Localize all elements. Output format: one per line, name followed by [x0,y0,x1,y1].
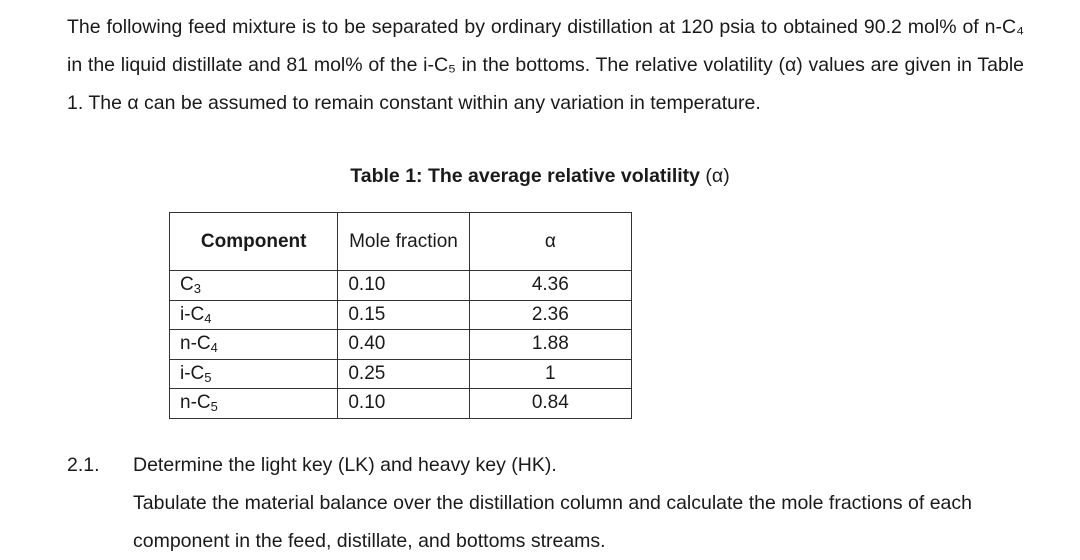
cell-mole-fraction: 0.10 [338,389,469,419]
cell-mole-fraction: 0.15 [338,300,469,330]
cell-alpha: 0.84 [469,389,631,419]
cell-mole-fraction: 0.40 [338,330,469,360]
cell-alpha: 4.36 [469,271,631,301]
table-header-row [170,213,632,271]
header-component: Component [170,213,338,271]
question-number: 2.1. [67,454,100,476]
table-caption-symbol: (α) [700,165,730,187]
question-line-2: Tabulate the material balance over the distillation column and calculate the mole fractions of each component in the feed, distillate, and bottoms streams. [133,492,972,552]
table-row [170,330,632,360]
cell-alpha: 1 [469,359,631,389]
cell-component: $i-C_4$ [170,300,338,330]
cell-alpha: 2.36 [469,300,631,330]
question-line-1: Determine the light key (LK) and heavy key (HK). [133,454,557,476]
table-row [170,389,632,419]
cell-component: $C_3$ [170,271,338,301]
cell-component: $n-C_4$ [170,330,338,360]
cell-mole-fraction: 0.10 [338,271,469,301]
cell-alpha: 1.88 [469,330,631,360]
table-caption [0,162,1080,190]
table-row [170,359,632,389]
cell-component: $i-C_5$ [170,359,338,389]
volatility-table [169,212,632,419]
question-2-1 [67,446,1027,560]
table-row [170,271,632,301]
cell-component: $n-C_5$ [170,389,338,419]
cell-mole-fraction: 0.25 [338,359,469,389]
table-row [170,300,632,330]
header-mole-fraction: Mole fraction [338,213,469,271]
header-alpha: α [469,213,631,271]
intro-paragraph: The following feed mixture is to be separated by ordinary distillation at 120 psia to obtained 90.2 mol% of n-C₄ in the liquid distillate and 81 mol% of the i-C₅ in the bottoms. The relative volatility (α) values are given in Table 1. The α can be assumed to remain constant within any variation in temperature. [67,16,1024,114]
table-caption-title: Table 1: The average relative volatility [350,165,701,187]
